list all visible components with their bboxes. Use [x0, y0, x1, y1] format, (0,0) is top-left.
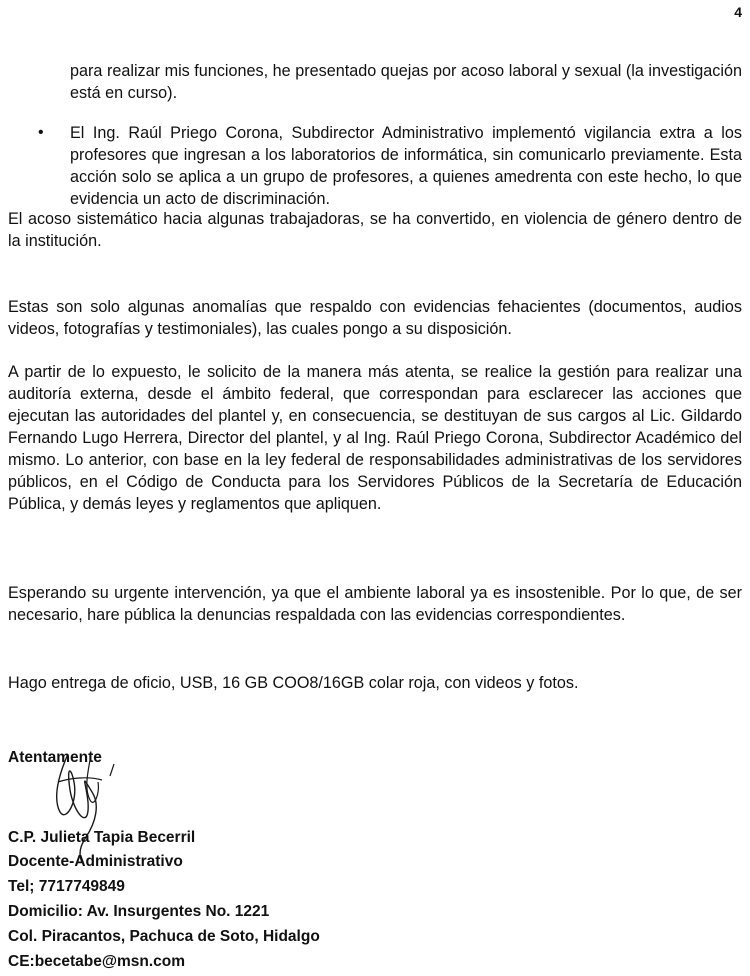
paragraph-request-audit: A partir de lo expuesto, le solicito de la manera más atenta, se realice la gestión para realizar una auditoría externa, desde el ámbito federal, que correspondan para esclarecer las acciones que ejecutan las autoridades del plantel y, en consecuencia, se destituyan de sus cargos al Lic. Gildardo Fernando Lugo Herrera, Director del plantel, y al Ing. Raúl Priego Corona, Subdirector Académico del mismo. Lo anterior, con base en la ley federal de responsabilidades administrativas de los servidores públicos, en el Código de Conducta para los Servidores Públicos de la Secretaría de Educación Pública, y demás leyes y reglamentos que apliquen.	[8, 363, 742, 513]
signer-address-line2: Col. Piracantos, Pachuca de Soto, Hidalgo	[8, 928, 320, 945]
paragraph-evidence: Estas son solo algunas anomalías que respaldo con evidencias fehacientes (documentos, audios videos, fotografías y testimoniales), las cuales pongo a su disposición.	[8, 298, 742, 338]
signer-position: Docente-Administrativo	[8, 853, 183, 870]
signer-email: CE:becetabe@msn.com	[8, 953, 186, 970]
signer-name: C.P. Julieta Tapia Becerril	[8, 829, 196, 846]
signer-address-line1: Domicilio: Av. Insurgentes No. 1221	[8, 903, 270, 920]
paragraph-harassment: El acoso sistemático hacia algunas trabajadoras, se ha convertido, en violencia de género dentro de la institución.	[8, 210, 742, 250]
bullet-marker: •	[38, 124, 44, 141]
signer-phone: Tel; 7717749849	[8, 878, 125, 895]
paragraph-urgent-intervention: Esperando su urgente intervención, ya que el ambiente laboral ya es insostenible. Por lo que, de ser necesario, hare pública la denuncias respaldada con las evidencias correspondientes.	[8, 584, 742, 624]
bullet-text: El Ing. Raúl Priego Corona, Subdirector Administrativo implementó vigilancia extra a los profesores que ingresan a los laboratorios de informática, sin comunicarlo previamente. Esta acción solo se aplica a un grupo de profesores, a quienes amedrenta con este hecho, lo que evidencia un acto de discriminación.	[70, 124, 742, 208]
salutation: Atentamente	[8, 749, 102, 766]
paragraph-delivery: Hago entrega de oficio, USB, 16 GB COO8/16GB colar roja, con videos y fotos.	[8, 674, 579, 692]
page-number: 4	[734, 4, 742, 20]
continuation-paragraph: para realizar mis funciones, he presentado quejas por acoso laboral y sexual (la investigación está en curso).	[70, 62, 742, 102]
